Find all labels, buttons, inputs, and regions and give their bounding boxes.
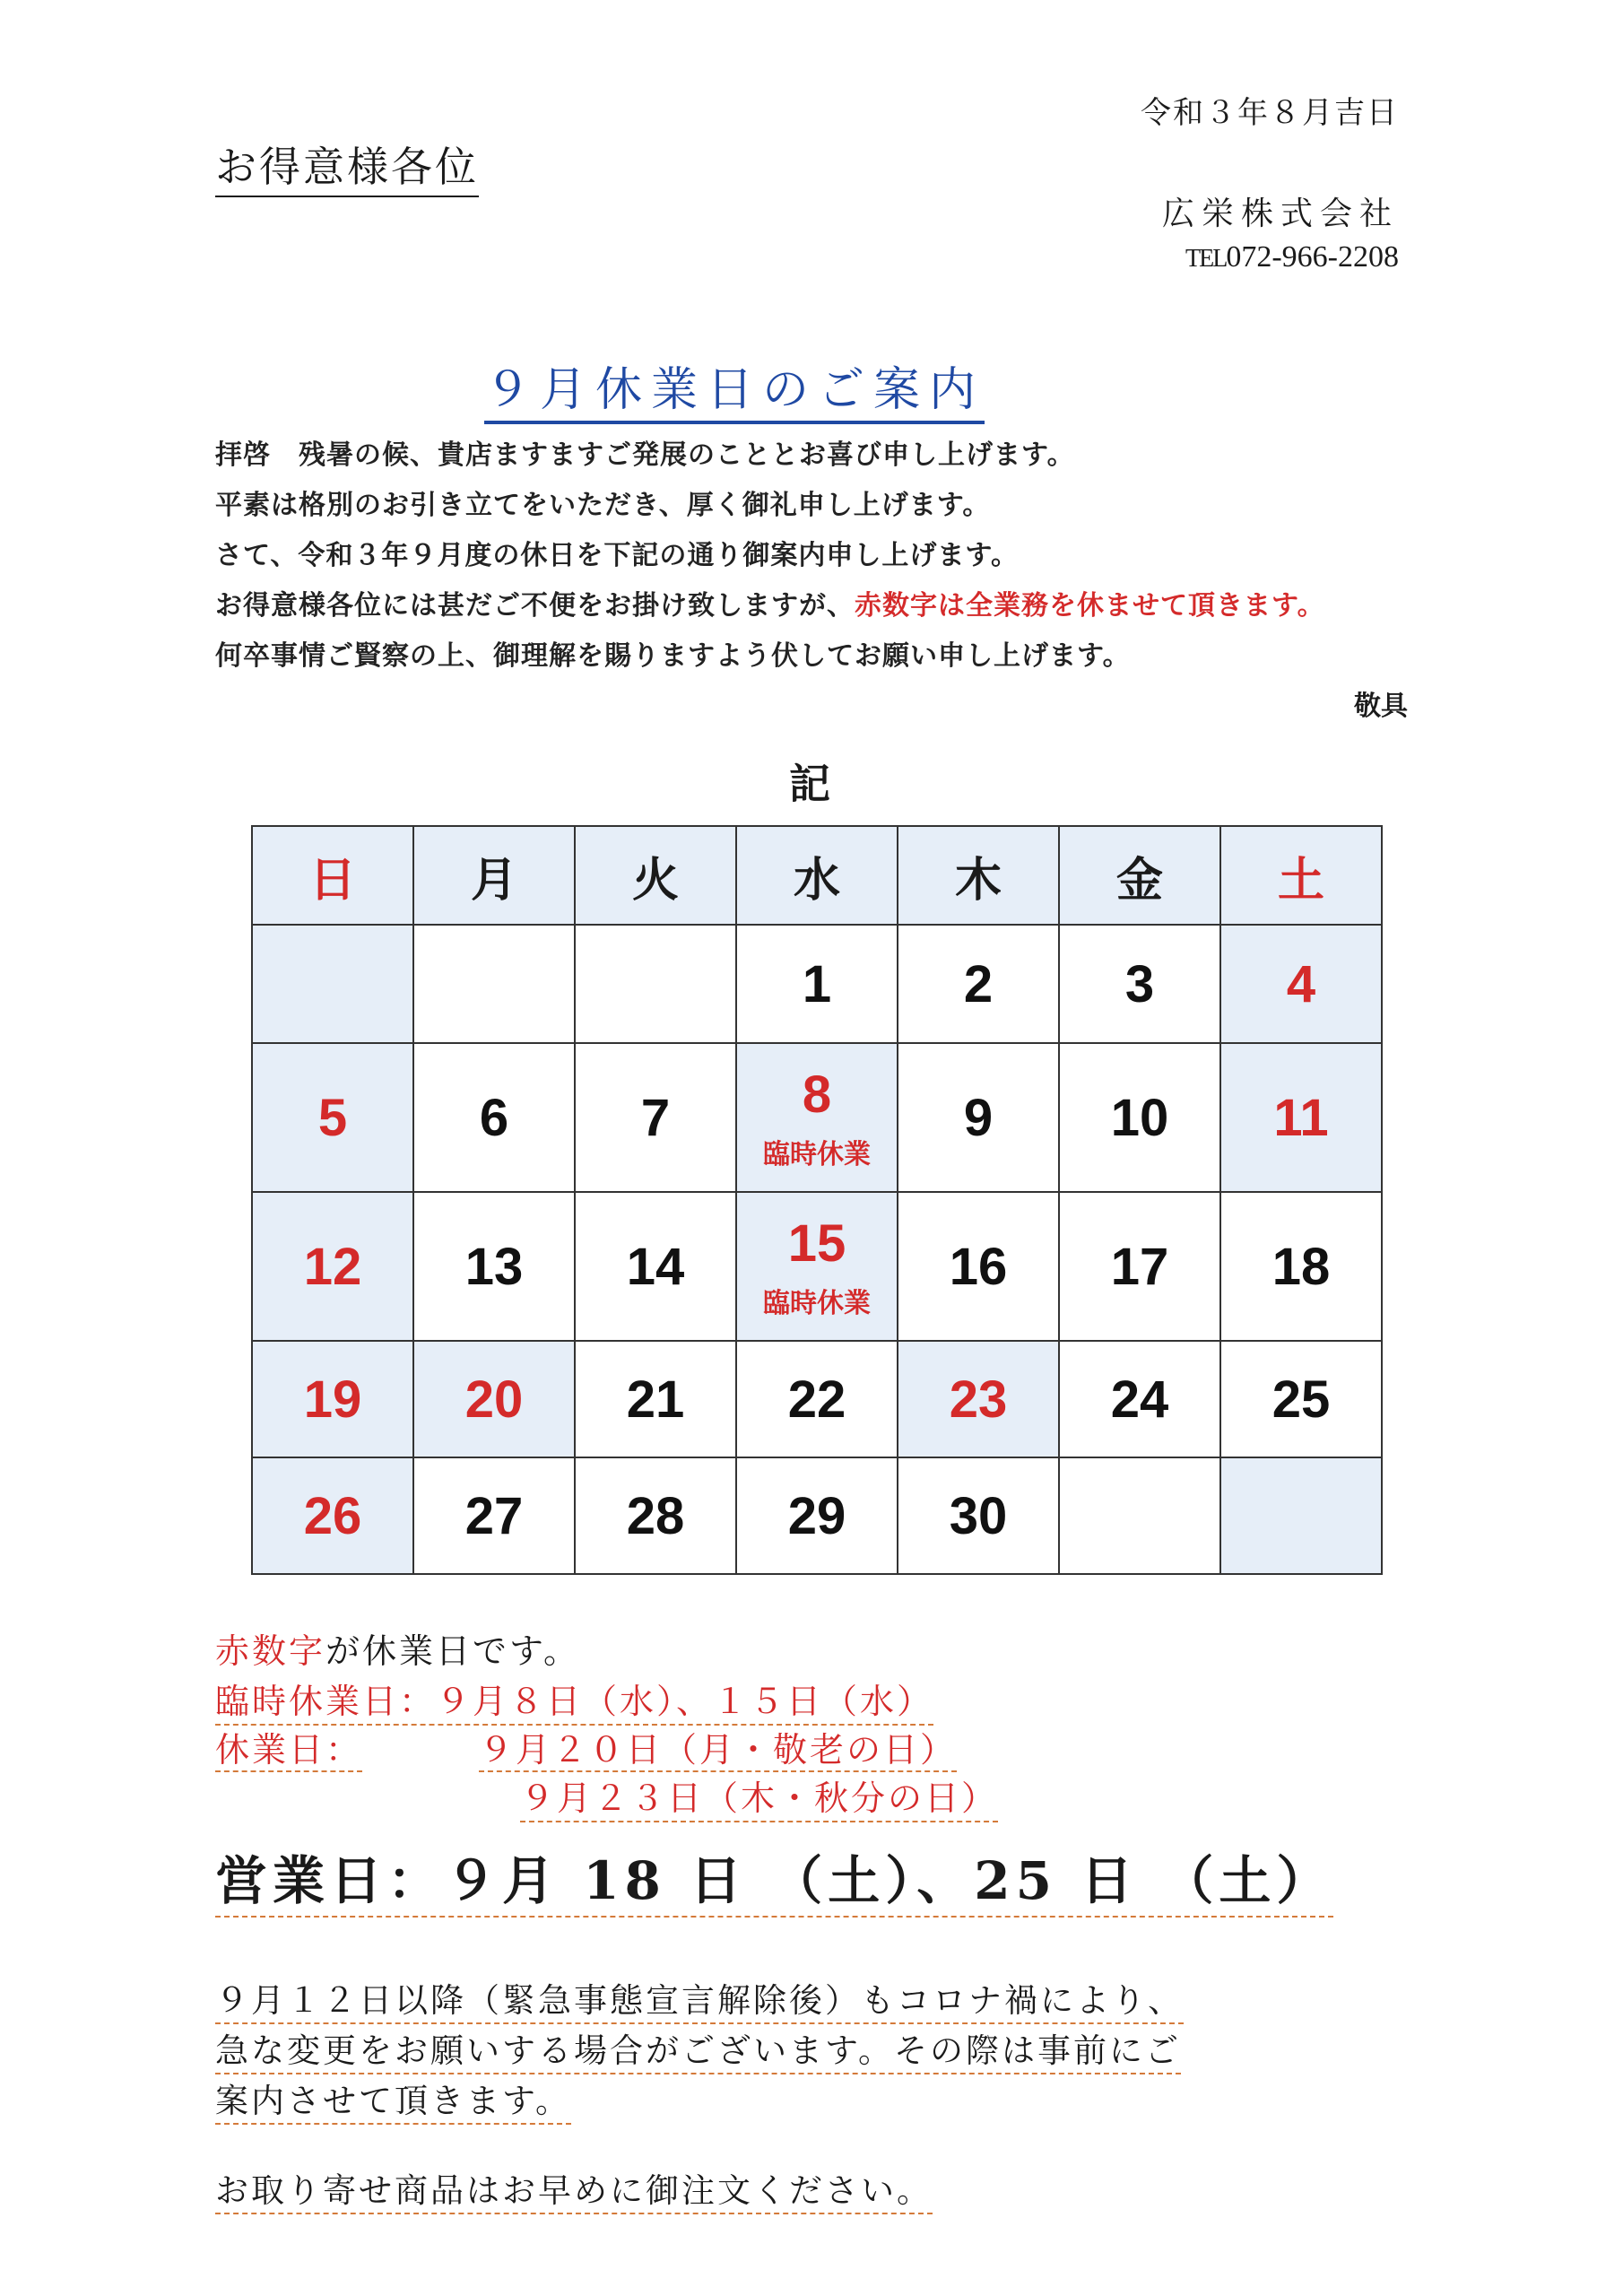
weekday-header-row: [252, 826, 1382, 925]
holiday-line: [215, 1722, 957, 1771]
calendar-day-4: 4: [1220, 925, 1382, 1043]
temporary-closure-label: 臨時休業: [763, 1138, 871, 1170]
weekday-wed: 水: [736, 826, 898, 925]
temporary-closure-label: 臨時休業: [763, 1287, 871, 1319]
business-days: 営業日：９月 18 日 （土）、25 日 （土）: [215, 1839, 1333, 1918]
greeting-line-4-text: お得意様各位には甚だご不便をお掛け致しますが、: [215, 590, 855, 622]
week-row: [252, 1192, 1382, 1341]
calendar-day-11: 11: [1220, 1043, 1382, 1192]
calendar-day-27: 27: [413, 1457, 575, 1574]
company-phone: [1185, 240, 1399, 274]
document-date: 令和３年８月吉日: [1141, 95, 1399, 131]
calendar-day-15: [736, 1192, 898, 1341]
calendar-day-29: 29: [736, 1457, 898, 1574]
calendar-day-24: 24: [1059, 1341, 1220, 1457]
holiday-1: ９月２０日（月・敬老の日）: [479, 1730, 957, 1772]
page-title: ９月休業日のご案内: [484, 352, 985, 424]
greeting-line-1: 拝啓 残暑の候、貴店ますますご発展のこととお喜び申し上げます。: [215, 439, 1075, 471]
legend-line: [215, 1623, 580, 1673]
greeting-line-4: [215, 583, 1325, 622]
calendar-day-18: 18: [1220, 1192, 1382, 1341]
calendar-day-26: 26: [252, 1457, 413, 1574]
greeting-line-5: 何卒事情ご賢察の上、御理解を賜りますよう伏してお願い申し上げます。: [215, 640, 1131, 672]
temporary-closure-days: 臨時休業日：９月８日（水）、１５日（水）: [215, 1674, 933, 1726]
calendar-cell-empty: [575, 925, 736, 1043]
calendar-day-17: 17: [1059, 1192, 1220, 1341]
calendar-day-5: 5: [252, 1043, 413, 1192]
calendar-day-19: 19: [252, 1341, 413, 1457]
calendar-day-25: 25: [1220, 1341, 1382, 1457]
tel-prefix: TEL: [1185, 245, 1227, 273]
weekday-tue: 火: [575, 826, 736, 925]
weekday-sat: 土: [1220, 826, 1382, 925]
calendar-day-10: 10: [1059, 1043, 1220, 1192]
calendar-day-14: 14: [575, 1192, 736, 1341]
red-notice: 赤数字は全業務を休ませて頂きます。: [855, 590, 1325, 622]
calendar-day-3: 3: [1059, 925, 1220, 1043]
week-row: [252, 1457, 1382, 1574]
calendar-day-12: 12: [252, 1192, 413, 1341]
calendar-day-1: 1: [736, 925, 898, 1043]
legend-text: が休業日です。: [325, 1631, 580, 1671]
greeting-line-2: 平素は格別のお引き立てをいただき、厚く御礼申し上げます。: [215, 490, 991, 521]
weekday-mon: 月: [413, 826, 575, 925]
recipient-heading: お得意様各位: [215, 135, 479, 197]
company-name: 広栄株式会社: [1161, 196, 1399, 232]
calendar-day-9: 9: [898, 1043, 1059, 1192]
calendar-day-16: 16: [898, 1192, 1059, 1341]
calendar-cell-empty: [413, 925, 575, 1043]
calendar-day-21: 21: [575, 1341, 736, 1457]
weekday-fri: 金: [1059, 826, 1220, 925]
calendar-day-6: 6: [413, 1043, 575, 1192]
calendar-day-2: 2: [898, 925, 1059, 1043]
calendar-day-30: 30: [898, 1457, 1059, 1574]
weekday-sun: 日: [252, 826, 413, 925]
closing-keigu: 敬具: [1354, 691, 1408, 722]
september-calendar: [251, 825, 1383, 1575]
covid-note-line-3: 案内させて頂きます。: [215, 2074, 571, 2125]
covid-note-line-1: ９月１２日以降（緊急事態宣言解除後）もコロナ禍により、: [215, 1973, 1184, 2024]
week-row: [252, 925, 1382, 1043]
calendar-day-13: 13: [413, 1192, 575, 1341]
order-note: お取り寄せ商品はお早めに御注文ください。: [215, 2163, 933, 2214]
ki-heading: 記: [789, 760, 830, 808]
calendar-day-28: 28: [575, 1457, 736, 1574]
day-number: 15: [787, 1213, 846, 1273]
week-row: [252, 1043, 1382, 1192]
calendar-cell-empty: [252, 925, 413, 1043]
calendar-day-7: 7: [575, 1043, 736, 1192]
week-row: [252, 1341, 1382, 1457]
calendar-day-22: 22: [736, 1341, 898, 1457]
calendar-day-20: 20: [413, 1341, 575, 1457]
calendar-day-23: 23: [898, 1341, 1059, 1457]
tel-number: 072-966-2208: [1226, 240, 1399, 274]
calendar-cell-empty: [1059, 1457, 1220, 1574]
covid-note-line-2: 急な変更をお願いする場合がございます。その際は事前にご: [215, 2023, 1181, 2074]
calendar-cell-empty: [1220, 1457, 1382, 1574]
weekday-thu: 木: [898, 826, 1059, 925]
legend-red-digits: 赤数字: [215, 1631, 326, 1671]
holiday-label: 休業日：: [215, 1730, 362, 1772]
day-number: 8: [802, 1065, 832, 1124]
holiday-2: ９月２３日（木・秋分の日）: [520, 1770, 998, 1822]
calendar-day-8: [736, 1043, 898, 1192]
greeting-line-3: さて、令和３年９月度の休日を下記の通り御案内申し上げます。: [215, 540, 1019, 571]
